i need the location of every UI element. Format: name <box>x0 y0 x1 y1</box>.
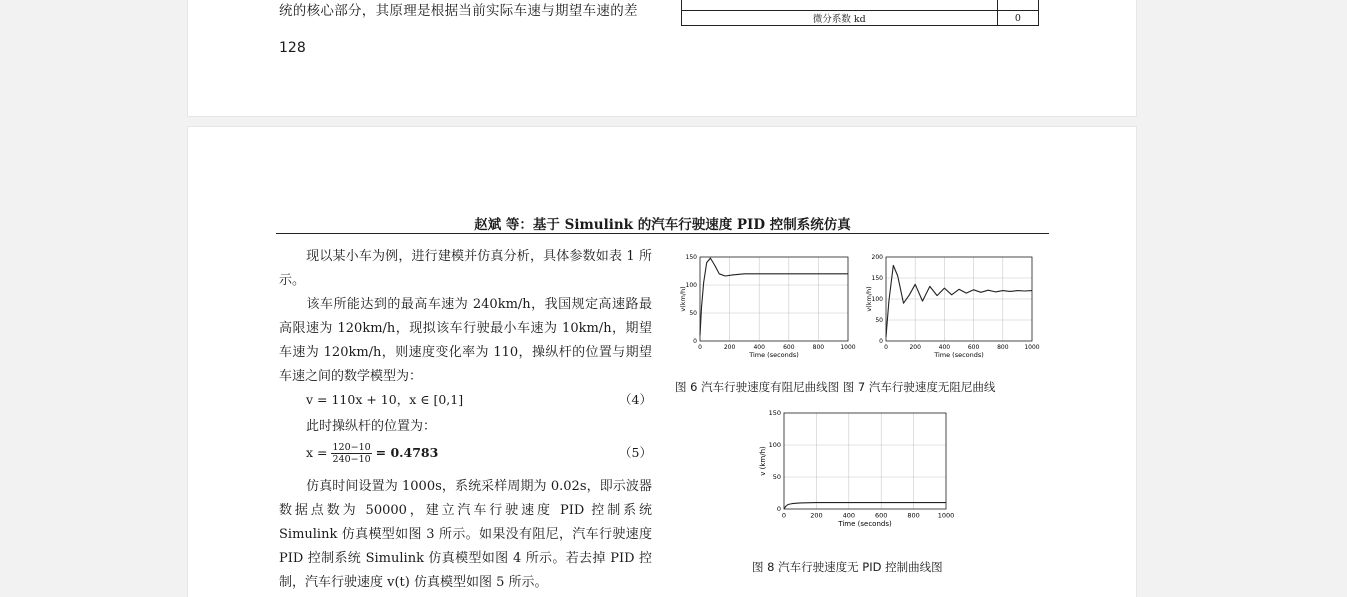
figure-6 <box>680 251 860 367</box>
x-tick-label: 1000 <box>937 511 955 520</box>
y-axis-label: v (km/h) <box>759 446 767 476</box>
x-tick-label: 400 <box>842 511 856 520</box>
y-tick-label: 0 <box>693 338 697 345</box>
paragraph-text: 此时操纵杆的位置为： <box>306 419 437 434</box>
figure-8-chart <box>756 409 966 539</box>
x-tick-label: 400 <box>938 344 951 351</box>
previous-page <box>188 0 1136 116</box>
x-tick-label: 1000 <box>840 344 856 351</box>
paragraph <box>279 293 652 389</box>
parameter-table <box>681 0 1039 26</box>
figure-6-chart <box>680 251 860 367</box>
equation-lhs: x = <box>306 445 328 460</box>
figure-8 <box>756 409 966 539</box>
figure-6-7-caption: 图 6 汽车行驶速度有阻尼曲线图 图 7 汽车行驶速度无阻尼曲线 <box>675 380 996 394</box>
y-tick-label: 50 <box>772 473 781 482</box>
running-head: 赵斌 等：基于 Simulink 的汽车行驶速度 PID 控制系统仿真 <box>474 217 851 233</box>
equation-number: （4） <box>619 392 652 407</box>
y-tick-label: 200 <box>871 254 883 261</box>
x-tick-label: 400 <box>753 344 765 351</box>
x-tick-label: 600 <box>783 344 795 351</box>
x-tick-label: 0 <box>781 511 787 520</box>
table-cell-label: 微分系数 kd <box>682 11 998 26</box>
series-line <box>784 503 946 509</box>
y-tick-label: 50 <box>689 310 697 317</box>
series-line <box>886 265 1032 336</box>
plot-frame <box>700 257 848 341</box>
y-tick-label: 0 <box>879 338 883 345</box>
series-line <box>700 258 848 335</box>
y-axis-label: v(km/h) <box>865 286 873 312</box>
x-tick-label: 1000 <box>1024 344 1040 351</box>
equation-5 <box>279 439 652 467</box>
paragraph <box>279 475 652 595</box>
y-tick-label: 100 <box>768 441 781 450</box>
x-tick-label: 0 <box>884 344 888 351</box>
current-page <box>188 127 1136 597</box>
fraction-numerator: 120−10 <box>332 442 371 453</box>
x-tick-label: 800 <box>812 344 825 351</box>
plot-frame <box>784 413 946 509</box>
header-rule <box>276 233 1049 234</box>
paragraph-text: 该车所能达到的最高车速为 240km/h，我国规定高速路最高限速为 120km/h，现拟该车行驶最小车速为 10km/h，期望车速为 120km/h，则速度变化率为 110，操纵杆的位置与期望车速之间的数学模型为： <box>279 297 652 384</box>
x-tick-label: 0 <box>698 344 702 351</box>
figure-8-caption: 图 8 汽车行驶速度无 PID 控制曲线图 <box>752 560 943 574</box>
y-tick-label: 150 <box>871 275 883 282</box>
body-text-line: 统的核心部分，其原理是根据当前实际车速与期望车速的差 <box>279 3 638 19</box>
left-column <box>279 245 652 595</box>
x-axis-label: Time (seconds) <box>838 520 892 528</box>
y-tick-label: 100 <box>871 296 883 303</box>
y-tick-label: 50 <box>875 317 883 324</box>
figure-7 <box>864 251 1044 367</box>
y-tick-label: 150 <box>685 254 697 261</box>
y-tick-label: 150 <box>768 409 781 418</box>
y-axis-label: v(km/h) <box>679 286 687 312</box>
x-tick-label: 200 <box>810 511 823 520</box>
paragraph <box>279 415 652 439</box>
equation-4 <box>279 389 652 411</box>
table-cell-value: 0 <box>997 11 1038 26</box>
x-tick-label: 200 <box>723 344 736 351</box>
paragraph <box>279 245 652 293</box>
paragraph-text: 仿真时间设置为 1000s，系统采样周期为 0.02s，即示波器数据点数为 50000，建立汽车行驶速度 PID 控制系统 Simulink 仿真模型如图 3 所示。如果没有阻尼，汽车行驶速度 PID 控制系统 Simulink 仿真模型如图 4 所示。若去掉 PID 控制，汽车行驶速度 v(t) 仿真模型如图 5 所示。 <box>279 479 652 590</box>
fraction <box>331 442 371 465</box>
x-tick-label: 600 <box>967 344 980 351</box>
y-tick-label: 100 <box>685 282 697 289</box>
equation-number: （5） <box>619 445 652 460</box>
x-tick-label: 600 <box>874 511 888 520</box>
fraction-denominator: 240−10 <box>332 454 371 465</box>
table-cell-value <box>997 0 1038 11</box>
equation-text: v = 110x + 10，x ∈ [0,1] <box>306 392 464 407</box>
x-tick-label: 200 <box>909 344 921 351</box>
x-axis-label: Time (seconds) <box>749 351 799 359</box>
table-row <box>682 11 1039 26</box>
table-cell-label <box>682 0 998 11</box>
y-tick-label: 0 <box>776 505 781 514</box>
figure-7-chart <box>864 251 1044 367</box>
table-row <box>682 0 1039 11</box>
x-axis-label: Time (seconds) <box>934 351 984 359</box>
equation-rhs: = 0.4783 <box>375 445 439 460</box>
x-tick-label: 800 <box>997 344 1009 351</box>
x-tick-label: 800 <box>907 511 920 520</box>
paragraph-text: 现以某小车为例，进行建模并仿真分析，具体参数如表 1 所示。 <box>279 249 652 288</box>
page-number: 128 <box>279 40 306 56</box>
